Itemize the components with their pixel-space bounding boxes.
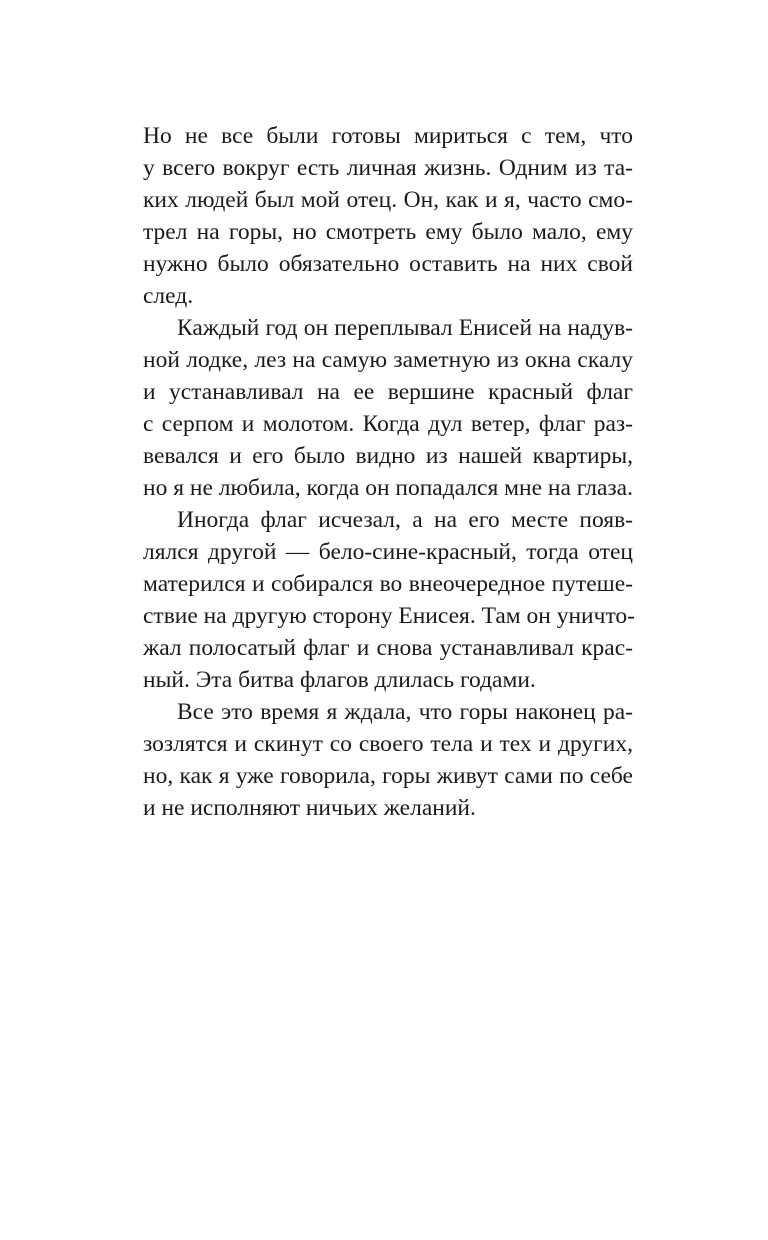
text-line: зозлятся и скинут со своего тела и тех и других, xyxy=(143,731,633,757)
text-line: след. xyxy=(143,283,194,309)
text-line: нужно было обязательно оставить на них свой xyxy=(143,251,633,277)
text-line: Но не все были готовы мириться с тем, что xyxy=(143,123,633,149)
text-line: с серпом и молотом. Когда дул ветер, флаг раз- xyxy=(143,411,633,437)
text-line: у всего вокруг есть личная жизнь. Одним из та- xyxy=(143,155,633,181)
text-line: и не исполняют ничьих желаний. xyxy=(143,795,476,821)
body-text xyxy=(143,120,633,824)
text-line: Иногда флаг исчезал, а на его месте появ- xyxy=(177,507,633,533)
text-line: жал полосатый флаг и снова устанавливал крас- xyxy=(143,635,633,661)
text-line: ких людей был мой отец. Он, как и я, часто смо- xyxy=(143,187,633,213)
text-line: трел на горы, но смотреть ему было мало, ему xyxy=(143,219,633,245)
text-line: Все это время я ждала, что горы наконец ра- xyxy=(177,699,633,725)
text-line: ной лодке, лез на самую заметную из окна скалу xyxy=(143,347,633,373)
text-line: но я не любила, когда он попадался мне на глаза. xyxy=(143,475,633,501)
text-line: вевался и его было видно из нашей квартиры, xyxy=(143,443,633,469)
text-line: и устанавливал на ее вершине красный флаг xyxy=(143,379,633,405)
text-line: ствие на другую сторону Енисея. Там он уничто- xyxy=(143,603,635,629)
text-line: но, как я уже говорила, горы живут сами по себе xyxy=(143,763,633,789)
text-line: матерился и собирался во внеочередное путеше- xyxy=(143,571,633,597)
text-line: лялся другой — бело-сине-красный, тогда отец xyxy=(143,539,633,565)
text-line: Каждый год он переплывал Енисей на надув- xyxy=(177,315,633,341)
text-line: ный. Эта битва флагов длилась годами. xyxy=(143,667,536,693)
